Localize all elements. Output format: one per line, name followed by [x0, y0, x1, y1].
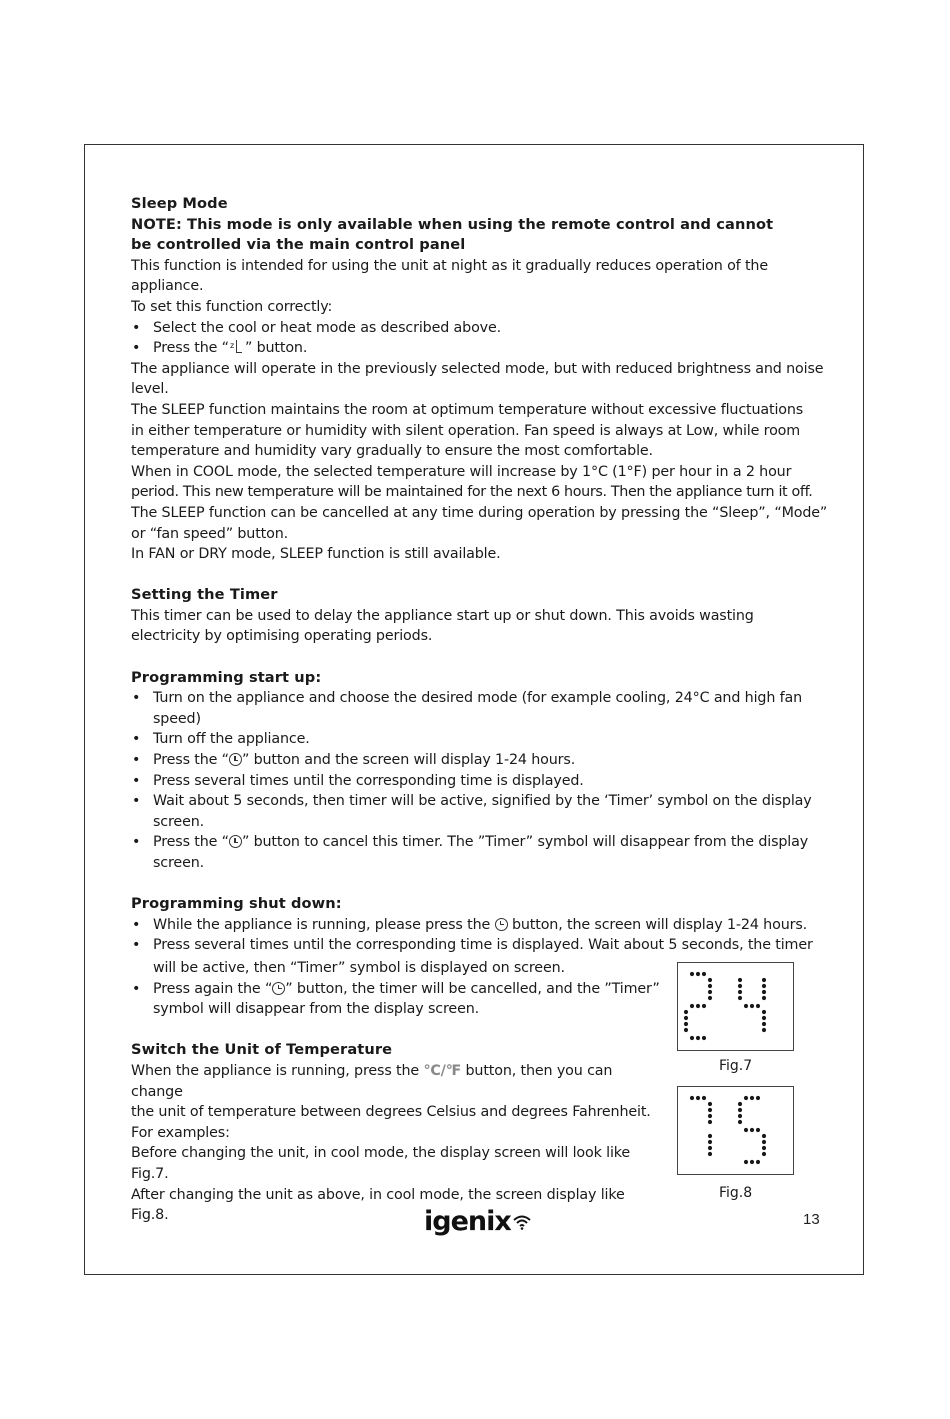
units-text-line: For examples: [131, 1124, 230, 1141]
units-text-line: After changing the unit as above, in cool mode, the screen display like Fig.8. [131, 1186, 625, 1224]
list-item-text: Press the “ [153, 752, 229, 769]
display-dot [744, 1004, 748, 1008]
display-dot [696, 1036, 700, 1040]
list-item [131, 729, 831, 750]
list-item [131, 791, 831, 832]
sleep-paragraph-line: When in COOL mode, the selected temperature will increase by 1°C (1°F) per hour in a 2 hour [131, 463, 792, 480]
display-dot [762, 984, 766, 988]
timer-heading: Setting the Timer [131, 586, 278, 604]
sleep-heading: Sleep Mode [131, 195, 228, 212]
dot-matrix-display [678, 1087, 793, 1174]
units-heading: Switch the Unit of Temperature [131, 1041, 393, 1059]
units-text-line [131, 1061, 666, 1102]
display-dot [684, 1016, 688, 1020]
list-item-text: Wait about 5 seconds, then timer will be active, signified by the ‘Timer’ symbol on the display [153, 793, 812, 810]
sleep-paragraph-line: or “fan speed” button. [131, 525, 289, 542]
list-item-text: will be active, then “Timer” symbol is displayed on screen. [153, 959, 565, 976]
display-dot [744, 1160, 748, 1164]
display-dot [708, 1140, 712, 1144]
display-dot [750, 1096, 754, 1100]
display-dot [684, 1022, 688, 1026]
units-text-line: the unit of temperature between degrees Celsius and degrees Fahrenheit. [131, 1104, 651, 1121]
display-dot [696, 972, 700, 976]
display-dot [762, 1016, 766, 1020]
list-item-text: Press the “ [153, 834, 229, 851]
timer-text-line: This timer can be used to delay the appliance start up or shut down. This avoids wasting [131, 607, 754, 624]
list-item-text: Turn off the appliance. [153, 731, 310, 748]
list-item [131, 688, 831, 729]
list-item [131, 318, 831, 339]
startup-steps-list [131, 688, 831, 873]
display-dot [762, 1146, 766, 1150]
display-dot [738, 996, 742, 1000]
sleep-steps-list [131, 318, 831, 359]
display-dot [708, 1120, 712, 1124]
figure-7-caption: Fig.7 [719, 1058, 753, 1074]
list-item-text: speed) [153, 710, 201, 727]
page-number: 13 [803, 1211, 820, 1228]
list-item [131, 915, 831, 936]
units-text-block [131, 1061, 666, 1226]
display-dot [762, 1140, 766, 1144]
sleep-paragraph-line: level. [131, 381, 169, 398]
list-item [131, 832, 831, 873]
display-dot [738, 1120, 742, 1124]
sleep-icon [229, 340, 245, 354]
list-item-text: Turn on the appliance and choose the desired mode (for example cooling, 24°C and high fan [153, 690, 803, 707]
brand-logo-text: igenix [424, 1206, 511, 1237]
list-item-text: Press several times until the corresponding time is displayed. [153, 772, 584, 789]
units-text: When the appliance is running, press the [131, 1062, 420, 1079]
list-item-text: screen. [153, 813, 205, 830]
display-dot [708, 1108, 712, 1112]
figure-8-display [677, 1086, 794, 1175]
display-dot [762, 990, 766, 994]
sleep-paragraph-line: The SLEEP function maintains the room at optimum temperature without excessive fluctuations [131, 401, 804, 418]
sleep-note-line-1: NOTE: This mode is only available when using the remote control and cannot [131, 215, 774, 233]
figure-7-display [677, 962, 794, 1051]
units-text: button, then you can change [131, 1062, 613, 1100]
display-dot [690, 1096, 694, 1100]
display-dot [750, 1004, 754, 1008]
list-item-text: Select the cool or heat mode as described above. [153, 319, 502, 336]
display-dot [744, 1128, 748, 1132]
display-dot [738, 1102, 742, 1106]
display-dot [762, 1022, 766, 1026]
display-dot [696, 1096, 700, 1100]
display-dot [708, 1152, 712, 1156]
display-dot [684, 1010, 688, 1014]
timer-clock-icon [495, 918, 508, 931]
display-dot [690, 1004, 694, 1008]
shutdown-heading: Programming shut down: [131, 895, 342, 913]
sleep-note-line-2: be controlled via the main control panel [131, 236, 466, 254]
display-dot [756, 1160, 760, 1164]
list-item-text: Press again the “ [153, 980, 273, 997]
display-dot [738, 1108, 742, 1112]
display-dot [708, 1134, 712, 1138]
list-item-text: While the appliance is running, please press the [153, 916, 491, 933]
list-item-text: symbol will disappear from the display screen. [153, 1001, 480, 1018]
timer-clock-icon [229, 753, 242, 766]
display-dot [762, 1010, 766, 1014]
display-dot [702, 1096, 706, 1100]
sleep-paragraph-line: The SLEEP function can be cancelled at any time during operation by pressing the “Sleep”, “Mode” [131, 504, 828, 521]
sleep-paragraph-line: in either temperature or humidity with silent operation. Fan speed is always at Low, while room [131, 422, 801, 439]
list-item [131, 771, 831, 792]
list-item [131, 338, 831, 359]
list-item-text: Press the “ [153, 340, 229, 357]
display-dot [762, 1134, 766, 1138]
display-dot [750, 1160, 754, 1164]
display-dot [708, 984, 712, 988]
display-dot [762, 1152, 766, 1156]
sleep-paragraph-line: The appliance will operate in the previously selected mode, but with reduced brightness and noise [131, 360, 824, 377]
units-text-line: Before changing the unit, in cool mode, the display screen will look like Fig.7. [131, 1145, 631, 1182]
display-dot [750, 1128, 754, 1132]
display-dot [702, 1004, 706, 1008]
timer-text-line: electricity by optimising operating periods. [131, 628, 433, 645]
display-dot [708, 990, 712, 994]
list-item-text: button, the screen will display 1-24 hours. [511, 916, 808, 933]
figure-8-caption: Fig.8 [719, 1185, 753, 1201]
display-dot [708, 1114, 712, 1118]
display-dot [762, 1028, 766, 1032]
display-dot [744, 1096, 748, 1100]
display-dot [738, 978, 742, 982]
display-dot [762, 978, 766, 982]
sleep-intro-line-2: appliance. [131, 278, 204, 295]
display-dot [690, 972, 694, 976]
display-dot [696, 1004, 700, 1008]
display-dot [738, 1114, 742, 1118]
sleep-setup-text: To set this function correctly: [131, 298, 333, 315]
timer-clock-icon [272, 982, 285, 995]
list-item-text: screen. [153, 855, 205, 871]
display-dot [702, 972, 706, 976]
list-item-text: ” button, the timer will be cancelled, and the ”Timer” [285, 980, 660, 997]
list-item-text: ” button. [244, 340, 308, 357]
display-dot [756, 1128, 760, 1132]
startup-heading: Programming start up: [131, 668, 322, 686]
display-dot [708, 1146, 712, 1150]
list-item [131, 750, 831, 771]
display-dot [708, 1102, 712, 1106]
display-dot [756, 1004, 760, 1008]
display-dot [684, 1028, 688, 1032]
dot-matrix-display [678, 963, 793, 1050]
display-dot [708, 978, 712, 982]
display-dot [738, 984, 742, 988]
list-item-text: ” button to cancel this timer. The ”Timer” symbol will disappear from the display [241, 834, 809, 851]
wifi-icon [513, 1214, 531, 1230]
sleep-intro-line-1: This function is intended for using the unit at night as it gradually reduces operation of the [131, 257, 768, 274]
list-item-text: ” button and the screen will display 1-24 hours. [241, 752, 576, 769]
display-dot [762, 996, 766, 1000]
sleep-paragraph-line: temperature and humidity vary gradually to ensure the most comfortable. [131, 443, 653, 460]
display-dot [756, 1096, 760, 1100]
sleep-paragraph-line: In FAN or DRY mode, SLEEP function is still available. [131, 546, 501, 563]
display-dot [738, 990, 742, 994]
display-dot [702, 1036, 706, 1040]
brand-logo [424, 1206, 531, 1237]
display-dot [690, 1036, 694, 1040]
list-item-text: Press several times until the corresponding time is displayed. Wait about 5 seconds, the timer [153, 937, 813, 954]
timer-clock-icon [229, 835, 242, 848]
display-dot [708, 996, 712, 1000]
sleep-paragraph-line: period. This new temperature will be maintained for the next 6 hours. Then the appliance turn it off. [131, 484, 813, 501]
celsius-fahrenheit-icon: ℃/℉ [423, 1062, 462, 1079]
